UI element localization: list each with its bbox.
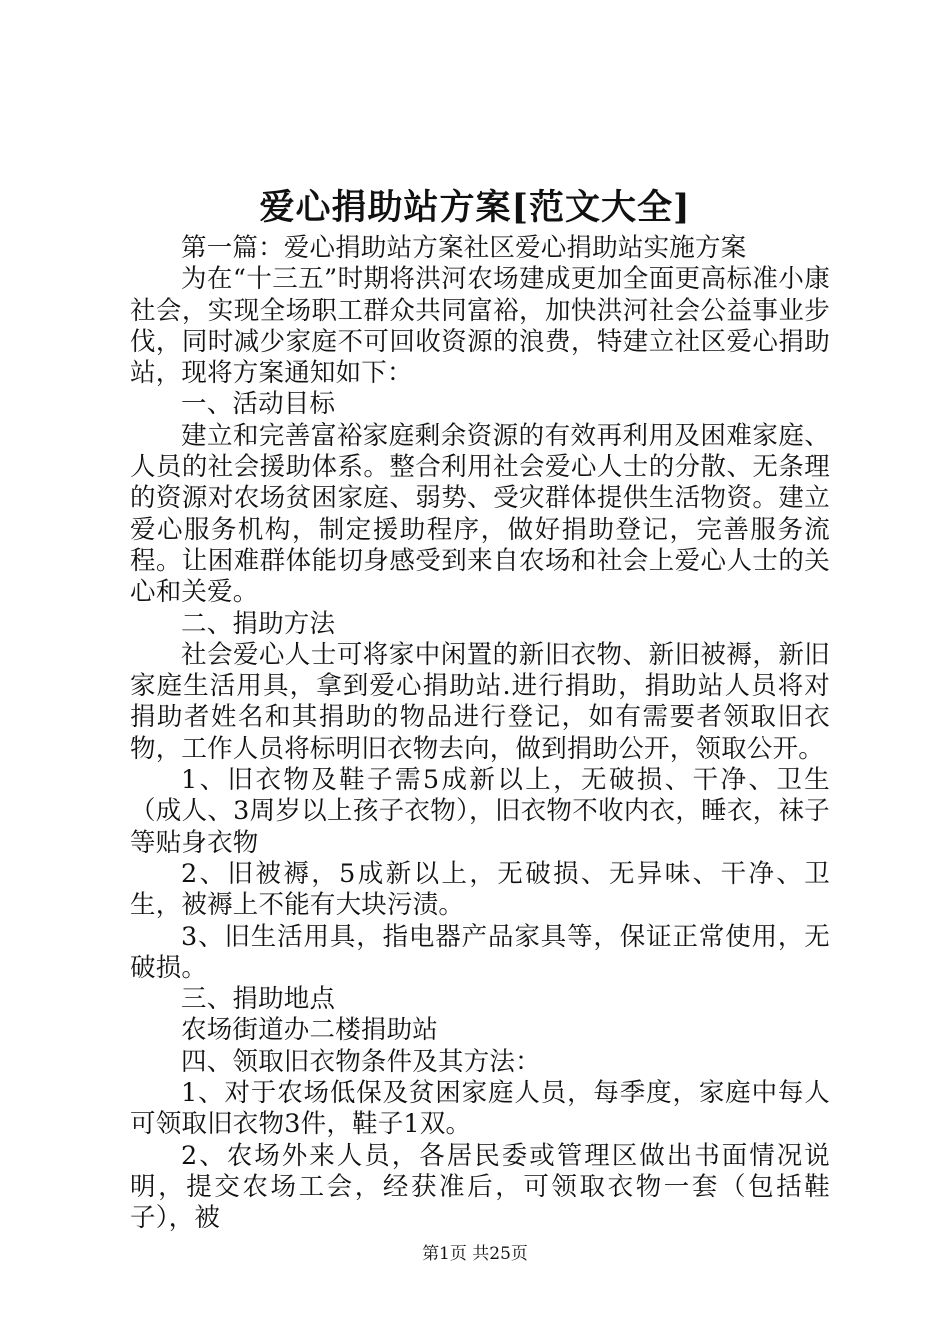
section-heading-methods: 二、捐助方法 xyxy=(181,608,336,639)
page-footer: 第1页 共25页 xyxy=(422,1244,528,1264)
paragraph-intro: 为在“十三五”时期将洪河农场建成更加全面更高标准小康社会，实现全场职工群众共同富裕，加快洪河社会公益事业步伐，同时减少家庭不可回收资源的浪费，特建立社区爱心捐助站，现将方案通知如下： xyxy=(130,264,830,389)
document-title: 爱心捐助站方案[范文大全] xyxy=(259,187,691,228)
list-item-bedding: 2、旧被褥，5成新以上，无破损、无异味、干净、卫生，被褥上不能有大块污渍。 xyxy=(130,858,830,921)
section-heading-goals: 一、活动目标 xyxy=(181,389,336,420)
list-item-clothes: 1、旧衣物及鞋子需5成新以上，无破损、干净、卫生（成人、3周岁以上孩子衣物），旧衣物不收内衣，睡衣，袜子等贴身衣物 xyxy=(130,765,830,858)
paragraph-chapter-heading: 第一篇：爱心捐助站方案社区爱心捐助站实施方案 xyxy=(181,233,747,263)
section-heading-location: 三、捐助地点 xyxy=(181,984,336,1015)
paragraph-location: 农场街道办二楼捐助站 xyxy=(181,1015,439,1046)
paragraph-methods: 社会爱心人士可将家中闲置的新旧衣物、新旧被褥，新旧家庭生活用具，拿到爱心捐助站.进行捐助，捐助站人员将对捐助者姓名和其捐助的物品进行登记，如有需要者领取旧衣物，工作人员将标明旧衣物去向，做到捐助公开，领取公开。 xyxy=(130,639,830,764)
document-body xyxy=(130,233,830,1235)
paragraph-goals: 建立和完善富裕家庭剩余资源的有效再利用及困难家庭、人员的社会援助体系。整合利用社会爱心人士的分散、无条理的资源对农场贫困家庭、弱势、受灾群体提供生活物资。建立爱心服务机构，制定援助程序，做好捐助登记，完善服务流程。让困难群体能切身感受到来自农场和社会上爱心人士的关心和关爱。 xyxy=(130,420,830,608)
list-item-household: 3、旧生活用具，指电器产品家具等，保证正常使用，无破损。 xyxy=(130,921,830,983)
section-heading-collection: 四、领取旧衣物条件及其方法： xyxy=(181,1046,541,1077)
list-item-outsiders: 2、农场外来人员，各居民委或管理区做出书面情况说明，提交农场工会，经获准后，可领取衣物一套（包括鞋子），被 xyxy=(130,1140,830,1234)
list-item-low-income: 1、对于农场低保及贫困家庭人员，每季度，家庭中每人可领取旧衣物3件，鞋子1双。 xyxy=(130,1078,830,1140)
